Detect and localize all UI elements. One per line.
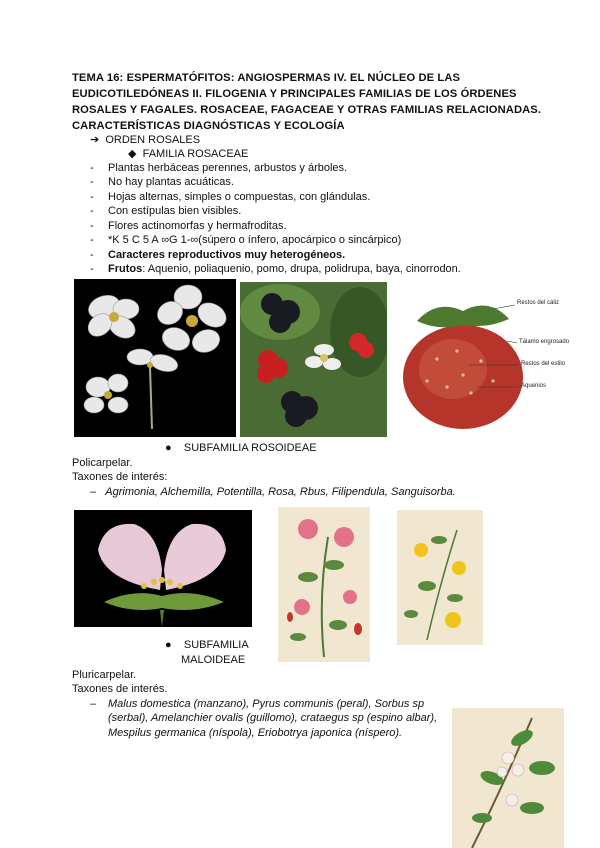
list-item: Flores actinomorfas y hermafroditas.: [108, 220, 287, 232]
dash-icon: -: [90, 234, 94, 246]
potentilla-botanical-plate: [397, 510, 483, 645]
subfamilia-maloideae-heading: [165, 638, 249, 652]
dash-icon: –: [90, 486, 97, 498]
familia-heading: [128, 147, 248, 161]
dash-icon: -: [90, 191, 94, 203]
frutos-item: [108, 262, 461, 276]
dash-icon: -: [90, 220, 94, 232]
subfamilia-maloideae-name-cont: MALOIDEAE: [181, 654, 246, 666]
list-item: Con estípulas bien visibles.: [108, 205, 242, 217]
label-aquenios: Aquenios: [521, 383, 547, 389]
rosoideae-desc: Policarpelar.: [72, 457, 133, 469]
floral-formula: *K 5 C 5 A ∞G 1-∞(súpero o ínfero, apocárpico o sincárpico): [108, 234, 402, 246]
label-restos-estilo: Restos del estilo: [521, 361, 566, 367]
maloideae-taxa-label: Taxones de interés.: [72, 683, 168, 695]
rosoideae-taxa: [90, 485, 456, 499]
list-item: No hay plantas acuáticas.: [108, 176, 234, 188]
frutos-label: Frutos: [108, 263, 143, 275]
dash-icon: -: [90, 249, 94, 261]
maloideae-taxa-line: [108, 697, 424, 711]
arrow-icon: ➔: [90, 134, 100, 146]
circle-bullet-icon: ●: [165, 639, 172, 651]
rose-botanical-plate: [278, 507, 370, 662]
rosoideae-taxa-text: Agrimonia, Alchemilla, Potentilla, Rosa, Rbus, Filipendula, Sanguisorba.: [105, 486, 456, 498]
white-flowers-photo: [74, 279, 236, 437]
dash-icon: -: [90, 162, 94, 174]
subfamilia-rosoideae-heading: [165, 441, 317, 455]
label-restos-caliz: Restos del cáliz: [517, 300, 560, 306]
orden-label: ORDEN ROSALES: [105, 134, 201, 146]
maloideae-taxa-line: [108, 726, 402, 740]
taxa-line-text: (serbal), Amelanchier ovalis (guillomo), crataegus sp (espino albar),: [108, 712, 438, 724]
list-item-bold: Caracteres reproductivos muy heterogéneos.: [108, 249, 346, 261]
dash-icon: -: [90, 205, 94, 217]
list-item: Hojas alternas, simples o compuestas, con glándulas.: [108, 191, 371, 203]
label-talamo: Tálamo engrosado: [519, 339, 570, 345]
taxa-line-text: Mespilus germanica (níspola), Eriobotrya japonica (níspero).: [108, 727, 403, 739]
rosoideae-taxa-label: Taxones de interés:: [72, 471, 168, 483]
diamond-bullet-icon: ◆: [128, 148, 137, 160]
circle-bullet-icon: ●: [165, 442, 172, 454]
document-title: TEMA 16: ESPERMATÓFITOS: ANGIOSPERMAS IV. EL NÚCLEO DE LAS EUDICOTILEDÓNEAS II. FILOGENIA Y PRINCIPALES FAMILIAS DE LOS ÓRDENES ROSALES Y FAGALES. ROSACEAE, FAGACEAE Y OTRAS FAMILIAS RELACIONADAS. CARACTERÍSTICAS DIAGNÓSTICAS Y ECOLOGÍA: [72, 72, 542, 132]
dash-icon: -: [90, 176, 94, 188]
maloideae-taxa-line: [108, 711, 437, 725]
familia-label: FAMILIA ROSACEAE: [142, 148, 249, 160]
dash-icon: –: [90, 698, 97, 710]
dash-icon: -: [90, 263, 94, 275]
blackberry-photo: [240, 282, 387, 437]
maloideae-desc: Pluricarpelar.: [72, 669, 137, 681]
orden-heading: [90, 133, 200, 147]
taxa-line-text: Malus domestica (manzano), Pyrus communis (peral), Sorbus sp: [108, 698, 425, 710]
apple-botanical-plate: [452, 708, 564, 848]
subfamilia-label: SUBFAMILIA: [183, 639, 249, 651]
list-item: Plantas herbáceas perennes, arbustos y árboles.: [108, 162, 348, 174]
strawberry-diagram: [397, 289, 589, 433]
flower-section-photo: [74, 510, 252, 627]
frutos-text: : Aquenio, poliaquenio, pomo, drupa, polidrupa, baya, cinorrodon.: [142, 263, 461, 275]
subfamilia-label: SUBFAMILIA ROSOIDEAE: [183, 442, 317, 454]
